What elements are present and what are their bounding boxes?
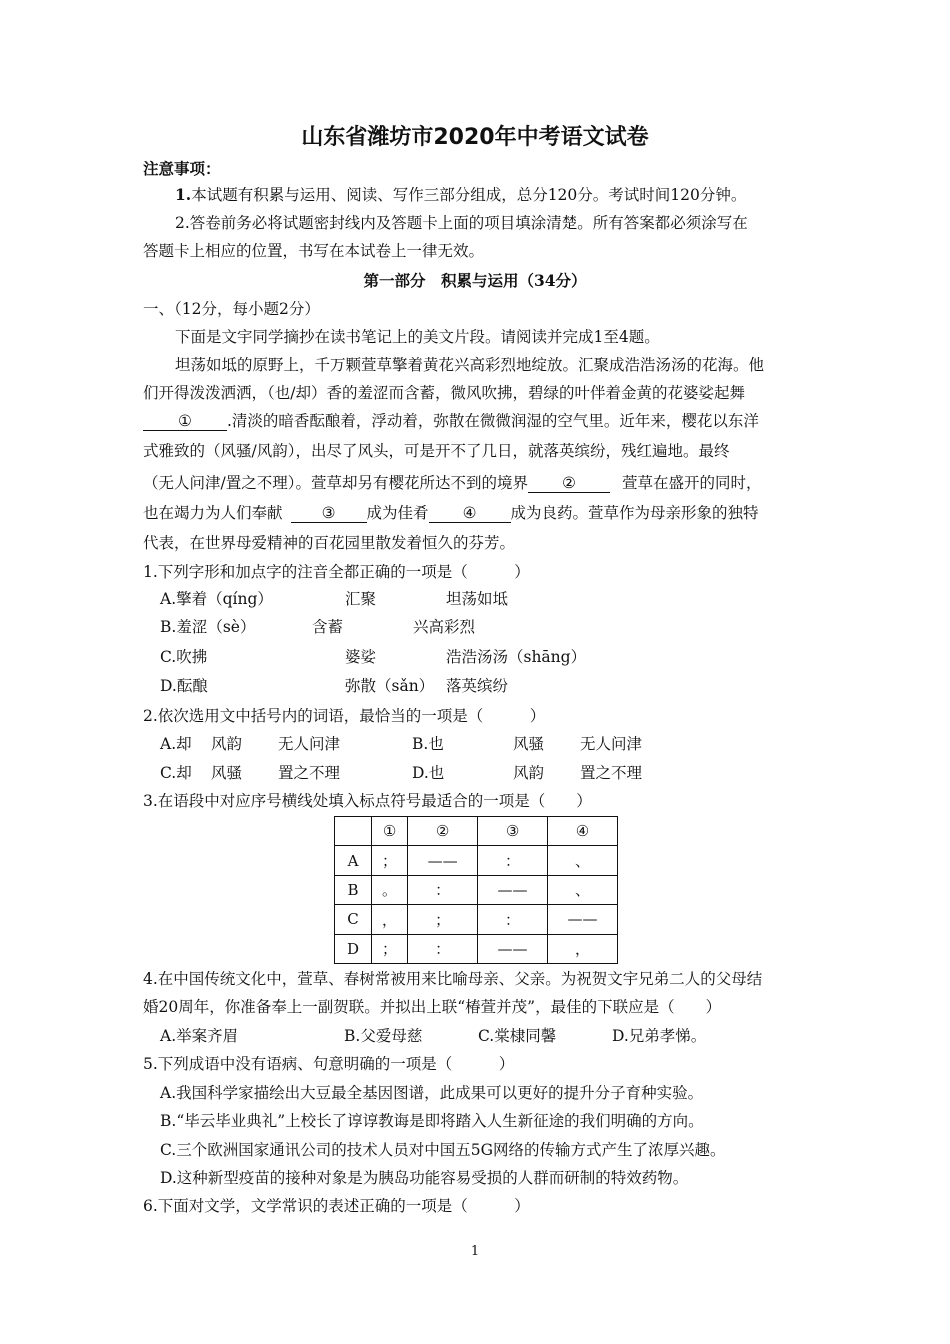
notice-item-1 — [175, 184, 746, 206]
page-number: 1 — [470, 1244, 480, 1259]
question-3-stem: 3.在语段中对应序号横线处填入标点符号最适合的一项是（ ） — [143, 792, 592, 810]
blank-4: ④ — [429, 504, 511, 523]
passage-line-6-text-c: 成为良药。萱草作为母亲形象的独特 — [510, 504, 759, 522]
q2-option-a-word-2: 风韵 — [211, 735, 243, 753]
blank-2: ② — [528, 474, 610, 493]
passage-line-6 — [143, 502, 759, 524]
notice-item-2-line-1: 2.答卷前务必将试题密封线内及答题卡上面的项目填涂清楚。所有答案都必须涂写在 — [175, 214, 748, 232]
notice-heading: 注意事项： — [143, 159, 221, 178]
table-cell: ； — [408, 905, 478, 934]
q2-option-d-word-3: 置之不理 — [580, 764, 643, 782]
notice-item-1-text: 本试题有积累与运用、阅读、写作三部分组成，总分120分。考试时间120分钟。 — [191, 186, 747, 204]
question-1-stem: 1.下列字形和加点字的注音全都正确的一项是（ ） — [143, 563, 530, 581]
q2-option-d-word-2: 风韵 — [513, 764, 545, 782]
table-cell: 。 — [372, 875, 408, 904]
table-cell: B — [335, 875, 372, 904]
table-cell: —— — [478, 934, 548, 963]
q1-option-b: B.羞涩（sè） — [160, 618, 256, 636]
table-row — [335, 905, 618, 934]
table-header-row — [335, 817, 618, 846]
q2-option-b-word-3: 无人问津 — [580, 735, 643, 753]
exam-title: 山东省潍坊市2020年中考语文试卷 — [301, 125, 649, 150]
question-4-stem-line-2: 婚20周年，你准备奉上一副贺联。并拟出上联“椿萱并茂”，最佳的下联应是（ ） — [143, 998, 722, 1016]
table-cell: ， — [372, 905, 408, 934]
q1-option-c-word-2: 婆娑 — [345, 648, 377, 666]
q2-option-a: A.却 — [160, 735, 192, 753]
q1-option-b-word-2: 含蓄 — [312, 618, 344, 636]
passage-line-1: 坦荡如坻的原野上，千万颗萱草擎着黄花兴高彩烈地绽放。汇聚成浩浩汤汤的花海。他 — [175, 356, 765, 374]
punctuation-table — [334, 816, 618, 964]
table-cell: ： — [408, 875, 478, 904]
table-cell: ： — [478, 846, 548, 875]
table-cell: 、 — [548, 875, 618, 904]
passage-line-6-text-a: 也在竭力为人们奉献 — [143, 504, 283, 522]
table-cell: ； — [372, 934, 408, 963]
notice-item-1-number: 1. — [175, 185, 192, 204]
passage-line-6-text-b: 成为佳肴 — [366, 504, 429, 522]
question-6-stem: 6.下面对文学，文学常识的表述正确的一项是（ ） — [143, 1197, 530, 1215]
passage-line-5-text-b: 萱草在盛开的同时， — [621, 474, 762, 492]
table-cell: ： — [478, 905, 548, 934]
table-row — [335, 934, 618, 963]
q4-option-a: A.举案齐眉 — [160, 1027, 239, 1045]
q5-option-a: A.我国科学家描绘出大豆最全基因图谱，此成果可以更好的提升分子育种实验。 — [160, 1084, 704, 1102]
table-cell: —— — [408, 846, 478, 875]
passage-line-5 — [143, 472, 762, 494]
q1-option-d-word-3: 落英缤纷 — [446, 677, 509, 695]
q1-option-c: C.吹拂 — [160, 648, 208, 666]
q5-option-d: D.这种新型疫苗的接种对象是为胰岛功能容易受损的人群而研制的特效药物。 — [160, 1169, 689, 1187]
q1-option-c-word-3: 浩浩汤汤（shāng） — [446, 648, 587, 666]
passage-line-5-text-a: （无人问津/置之不理）。萱草却另有樱花所达不到的境界 — [143, 474, 528, 492]
q4-option-d: D.兄弟孝悌。 — [612, 1027, 707, 1045]
q1-option-a-word-3: 坦荡如坻 — [446, 590, 509, 608]
part-one-heading: 第一部分 积累与运用（34分） — [363, 271, 587, 290]
table-cell: ① — [372, 817, 408, 846]
passage-line-3 — [143, 410, 759, 432]
passage-line-2: 们开得泼泼洒洒，（也/却）香的羞涩而含蓄，微风吹拂，碧绿的叶伴着金黄的花婆娑起舞 — [143, 384, 745, 402]
q1-option-d-word-2: 弥散（sǎn） — [345, 677, 435, 695]
question-5-stem: 5.下列成语中没有语病、句意明确的一项是（ ） — [143, 1055, 515, 1073]
blank-1: ① — [143, 412, 227, 431]
section-one-heading: 一、（12分，每小题2分） — [143, 300, 320, 318]
table-row — [335, 875, 618, 904]
table-row — [335, 846, 618, 875]
q2-option-b-word-2: 风骚 — [513, 735, 545, 753]
passage-line-3-text: .清淡的暗香酝酿着，浮动着，弥散在微微润湿的空气里。近年来，樱花以东洋 — [227, 412, 759, 430]
table-cell: ， — [548, 934, 618, 963]
table-cell: ： — [408, 934, 478, 963]
q1-option-a: A.擎着（qíng） — [160, 590, 273, 608]
table-cell: —— — [478, 875, 548, 904]
q4-option-b: B.父爱母慈 — [344, 1027, 423, 1045]
q2-option-c-word-3: 置之不理 — [278, 764, 341, 782]
q4-option-c: C.棠棣同馨 — [478, 1027, 557, 1045]
table-cell: ③ — [478, 817, 548, 846]
q2-option-a-word-3: 无人问津 — [278, 735, 341, 753]
table-cell: ； — [372, 846, 408, 875]
question-4-stem-line-1: 4.在中国传统文化中，萱草、春树常被用来比喻母亲、父亲。为祝贺文宇兄弟二人的父母结 — [143, 970, 763, 988]
table-cell: —— — [548, 905, 618, 934]
table-cell: A — [335, 846, 372, 875]
q2-option-c-word-2: 风骚 — [211, 764, 243, 782]
notice-item-2-line-2: 答题卡上相应的位置，书写在本试卷上一律无效。 — [143, 242, 485, 260]
q2-option-c: C.却 — [160, 764, 192, 782]
question-2-stem: 2.依次选用文中括号内的词语，最恰当的一项是（ ） — [143, 707, 546, 725]
q2-option-b: B.也 — [412, 735, 444, 753]
q5-option-b: B.“毕云毕业典礼”上校长了谆谆教诲是即将踏入人生新征途的我们明确的方向。 — [160, 1112, 704, 1130]
passage-line-4: 式雅致的（风骚/风韵），出尽了风头，可是开不了几日，就落英缤纷，残红遍地。最终 — [143, 442, 730, 460]
q1-option-b-word-3: 兴高彩烈 — [413, 618, 476, 636]
table-cell: ② — [408, 817, 478, 846]
table-cell: ④ — [548, 817, 618, 846]
table-cell: 、 — [548, 846, 618, 875]
q1-option-a-word-2: 汇聚 — [345, 590, 377, 608]
blank-3: ③ — [291, 504, 367, 523]
q1-option-d: D.酝酿 — [160, 677, 208, 695]
table-cell: D — [335, 934, 372, 963]
table-cell: C — [335, 905, 372, 934]
q5-option-c: C.三个欧洲国家通讯公司的技术人员对中国五5G网络的传输方式产生了浓厚兴趣。 — [160, 1141, 726, 1159]
section-one-intro: 下面是文宇同学摘抄在读书笔记上的美文片段。请阅读并完成1至4题。 — [175, 328, 660, 346]
passage-line-7: 代表，在世界母爱精神的百花园里散发着恒久的芬芳。 — [143, 534, 516, 552]
q2-option-d: D.也 — [412, 764, 445, 782]
table-cell — [335, 817, 372, 846]
